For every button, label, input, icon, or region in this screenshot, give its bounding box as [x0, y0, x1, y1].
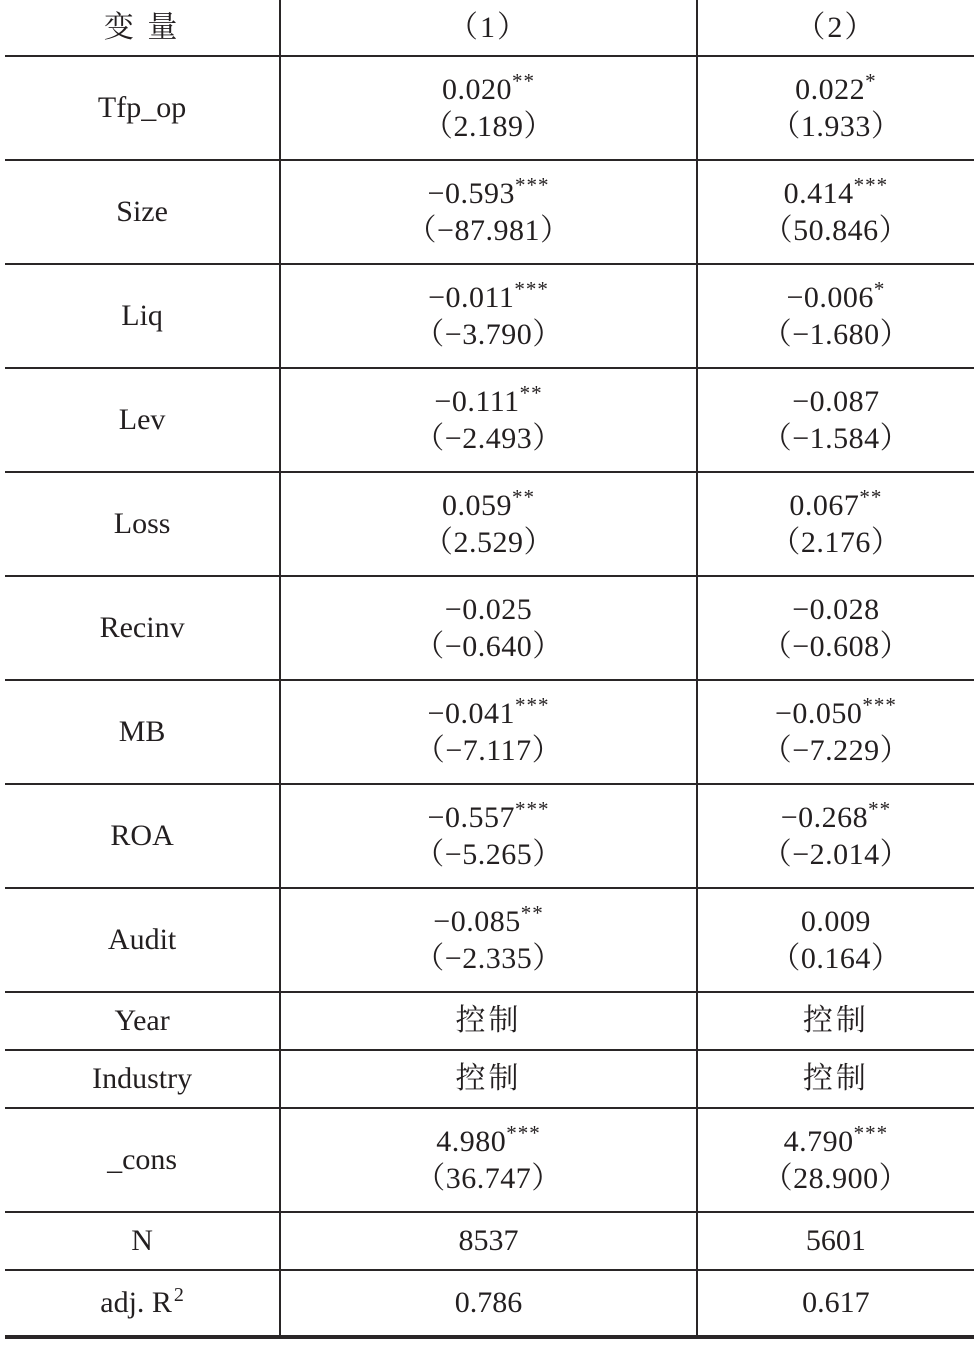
significance-stars: **	[512, 484, 536, 509]
coefficient-line	[698, 591, 974, 629]
table-row	[5, 784, 974, 888]
regression-table	[5, 0, 974, 1339]
significance-stars: ***	[853, 1120, 889, 1145]
value-cell	[280, 680, 697, 784]
row-label-text: Audit	[107, 923, 177, 957]
value-cell	[280, 576, 697, 680]
t-statistic: （−7.117）	[414, 734, 563, 767]
value-cell	[697, 888, 974, 992]
t-statistic: （−2.493）	[414, 422, 563, 455]
value-cell	[280, 368, 697, 472]
control-indicator: 控制	[802, 1062, 869, 1096]
row-label	[5, 888, 280, 992]
row-label-text: Tfp_op	[97, 91, 187, 125]
coefficient-value: −0.085	[433, 904, 521, 938]
t-statistic: （−2.335）	[414, 942, 563, 975]
value-cell	[280, 160, 697, 264]
value-cell	[697, 1212, 974, 1270]
t-statistic: （−87.981）	[406, 214, 571, 247]
value-cell	[280, 992, 697, 1050]
table-row	[5, 992, 974, 1050]
t-statistic: （2.189）	[423, 110, 555, 143]
coefficient-line	[281, 796, 696, 837]
row-label	[5, 680, 280, 784]
row-label-text: N	[131, 1224, 153, 1258]
statistic-value: 0.786	[454, 1286, 523, 1320]
coefficient-value: 0.020	[442, 72, 513, 106]
table-row	[5, 1270, 974, 1337]
significance-stars: ***	[514, 692, 550, 717]
table-row	[5, 680, 974, 784]
significance-stars: ***	[514, 276, 549, 301]
row-label	[5, 160, 280, 264]
row-label-text: Size	[116, 195, 168, 229]
value-cell	[280, 1212, 697, 1270]
t-statistic: （2.176）	[770, 526, 902, 559]
t-statistic: （−3.790）	[414, 318, 563, 351]
value-cell	[280, 1108, 697, 1212]
coefficient-value: −0.268	[780, 800, 869, 834]
coefficient-value: −0.593	[427, 176, 515, 210]
coefficient-line	[698, 383, 974, 421]
coefficient-value: 4.980	[436, 1124, 507, 1158]
significance-stars: ***	[506, 1120, 541, 1145]
value-cell	[697, 472, 974, 576]
table-row	[5, 160, 974, 264]
coefficient-line	[281, 172, 696, 213]
coefficient-value: 0.414	[783, 176, 854, 210]
row-label-superscript: 2	[173, 1284, 184, 1307]
t-statistic: （2.529）	[423, 526, 555, 559]
row-label-text: ROA	[110, 819, 174, 853]
value-cell	[280, 784, 697, 888]
row-label-text: Year	[114, 1004, 170, 1038]
coefficient-value: −0.011	[428, 280, 515, 314]
row-label	[5, 368, 280, 472]
row-label	[5, 1108, 280, 1212]
header-model-2-label: （2）	[795, 10, 877, 44]
row-label	[5, 56, 280, 160]
table-row	[5, 888, 974, 992]
value-cell	[697, 264, 974, 368]
t-statistic: （50.846）	[762, 214, 910, 247]
coefficient-line	[281, 484, 696, 525]
coefficient-line	[281, 68, 696, 109]
significance-stars: **	[512, 68, 536, 93]
table-row	[5, 1212, 974, 1270]
t-statistic: （−2.014）	[761, 838, 911, 871]
t-statistic: （0.164）	[770, 942, 902, 975]
table-row	[5, 1050, 974, 1108]
coefficient-line	[281, 276, 696, 317]
control-indicator: 控制	[455, 1004, 522, 1038]
row-label-text: MB	[118, 715, 166, 749]
coefficient-line	[698, 172, 974, 213]
t-statistic: （−5.265）	[414, 838, 563, 871]
row-label-text: Loss	[113, 507, 171, 541]
control-indicator: 控制	[455, 1062, 522, 1096]
coefficient-value: −0.087	[792, 384, 880, 418]
coefficient-line	[698, 276, 974, 317]
row-label	[5, 992, 280, 1050]
coefficient-value: 0.022	[795, 72, 866, 106]
row-label-text: Industry	[92, 1062, 193, 1096]
value-cell	[280, 888, 697, 992]
coefficient-value: −0.028	[792, 592, 880, 626]
value-cell	[697, 1108, 974, 1212]
significance-stars: **	[868, 796, 892, 821]
header-model-1	[280, 0, 697, 56]
value-cell	[697, 784, 974, 888]
row-label-text: Lev	[118, 403, 166, 437]
header-model-1-label: （1）	[448, 10, 530, 44]
row-label-text: _cons	[107, 1143, 178, 1177]
row-label	[5, 264, 280, 368]
table-row	[5, 576, 974, 680]
value-cell	[280, 1270, 697, 1337]
t-statistic: （36.747）	[415, 1162, 562, 1195]
table-row	[5, 368, 974, 472]
table-row	[5, 472, 974, 576]
coefficient-line	[281, 900, 696, 941]
coefficient-line	[281, 380, 696, 421]
coefficient-value: −0.006	[786, 280, 874, 314]
coefficient-line	[698, 903, 974, 941]
value-cell	[697, 56, 974, 160]
statistic-value: 8537	[458, 1224, 519, 1258]
row-label-text: adj. R	[100, 1286, 172, 1320]
coefficient-line	[698, 692, 974, 733]
row-label-text: Recinv	[99, 611, 185, 645]
value-cell	[280, 1050, 697, 1108]
t-statistic: （1.933）	[770, 110, 902, 143]
value-cell	[697, 680, 974, 784]
coefficient-line	[281, 692, 696, 733]
coefficient-value: −0.557	[427, 800, 515, 834]
significance-stars: **	[519, 380, 543, 405]
significance-stars: **	[520, 900, 544, 925]
header-variable	[5, 0, 280, 56]
row-label	[5, 1212, 280, 1270]
value-cell	[280, 56, 697, 160]
coefficient-line	[698, 1120, 974, 1161]
coefficient-value: 0.067	[789, 488, 860, 522]
statistic-value: 0.617	[802, 1286, 870, 1320]
coefficient-line	[698, 68, 974, 109]
t-statistic: （−7.229）	[761, 734, 911, 767]
coefficient-line	[698, 484, 974, 525]
statistic-value: 5601	[805, 1224, 866, 1258]
coefficient-line	[698, 796, 974, 837]
value-cell	[697, 576, 974, 680]
row-label	[5, 784, 280, 888]
control-indicator: 控制	[802, 1004, 869, 1038]
significance-stars: **	[859, 484, 883, 509]
t-statistic: （28.900）	[762, 1162, 910, 1195]
significance-stars: *	[865, 68, 877, 93]
significance-stars: ***	[514, 796, 550, 821]
table-row	[5, 264, 974, 368]
coefficient-value: −0.111	[434, 384, 520, 418]
table-row	[5, 1108, 974, 1212]
significance-stars: ***	[514, 172, 550, 197]
value-cell	[697, 160, 974, 264]
value-cell	[697, 1270, 974, 1337]
table-row	[5, 56, 974, 160]
coefficient-value: −0.050	[774, 696, 863, 730]
coefficient-line	[281, 1120, 696, 1161]
header-model-2	[697, 0, 974, 56]
table-body	[5, 56, 974, 1337]
coefficient-line	[281, 591, 696, 629]
value-cell	[697, 368, 974, 472]
value-cell	[697, 1050, 974, 1108]
value-cell	[697, 992, 974, 1050]
coefficient-value: 0.059	[442, 488, 513, 522]
coefficient-value: −0.041	[427, 696, 515, 730]
t-statistic: （−1.680）	[761, 318, 911, 351]
significance-stars: ***	[853, 172, 889, 197]
row-label	[5, 576, 280, 680]
row-label	[5, 472, 280, 576]
table-header-row	[5, 0, 974, 56]
row-label	[5, 1270, 280, 1337]
t-statistic: （−0.640）	[414, 630, 563, 663]
row-label	[5, 1050, 280, 1108]
t-statistic: （−1.584）	[761, 422, 911, 455]
coefficient-value: −0.025	[444, 592, 533, 626]
value-cell	[280, 472, 697, 576]
header-variable-label: 变 量	[103, 10, 181, 44]
row-label-text: Liq	[121, 299, 163, 333]
significance-stars: *	[873, 276, 886, 301]
regression-table-wrapper	[5, 0, 974, 1339]
significance-stars: ***	[862, 692, 897, 717]
coefficient-value: 4.790	[783, 1124, 854, 1158]
coefficient-value: 0.009	[800, 904, 871, 938]
t-statistic: （−0.608）	[761, 630, 911, 663]
value-cell	[280, 264, 697, 368]
